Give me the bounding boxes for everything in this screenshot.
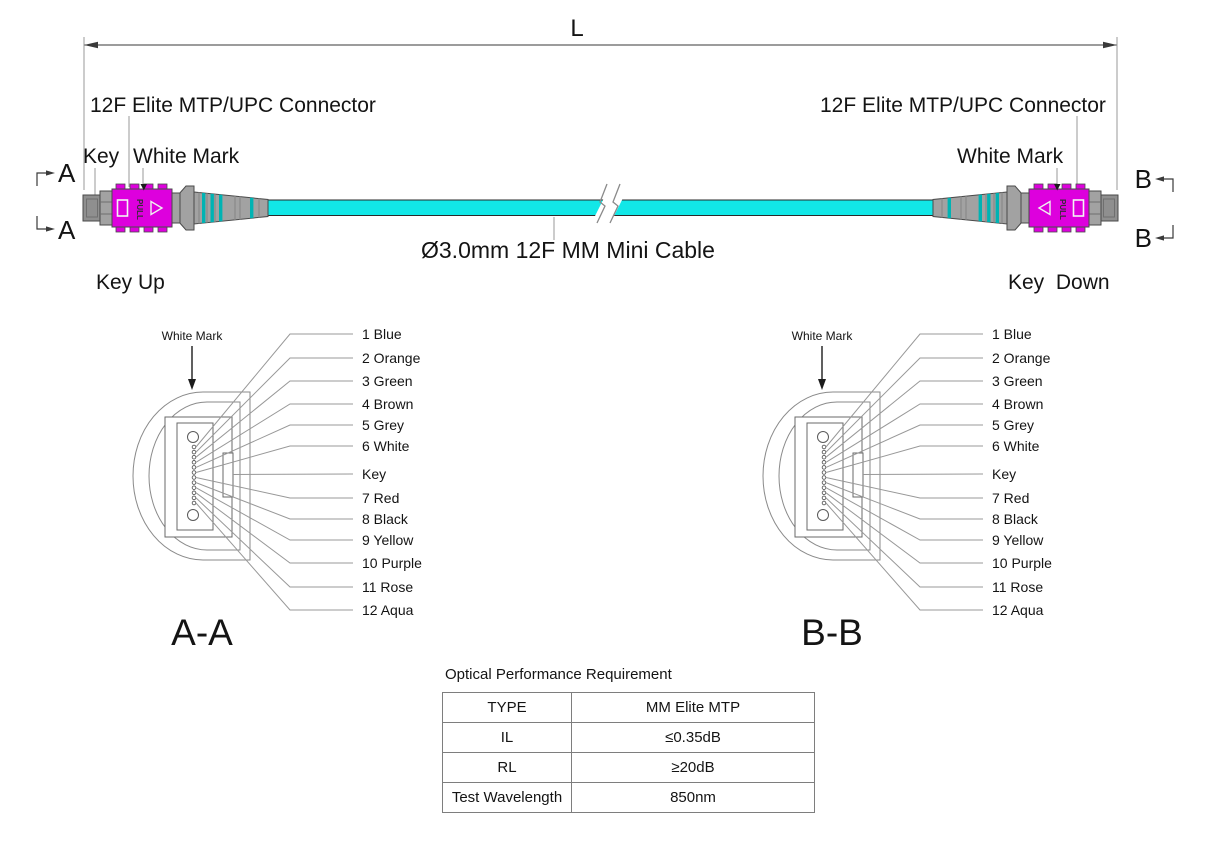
fiber-label: 11 Rose	[362, 579, 414, 595]
fiber-label: 3 Green	[362, 373, 413, 389]
white-mark-arrow	[188, 379, 196, 390]
section-letter-B-top: B	[1134, 164, 1152, 194]
right-white-mark-label: White Mark	[957, 145, 1064, 168]
section-letter-A-top: A	[58, 158, 76, 188]
key-callout-label: Key	[83, 145, 120, 168]
left-pull-text: PULL	[135, 199, 144, 220]
view-key	[223, 453, 233, 497]
table-row	[443, 783, 815, 813]
view-title: A-A	[171, 612, 233, 653]
fiber-label: Key	[992, 466, 1017, 482]
table-row	[443, 753, 815, 783]
fiber-dot	[192, 476, 196, 480]
section-letter-A-bottom: A	[58, 215, 76, 245]
fiber-dot	[192, 455, 196, 459]
leader-line	[233, 474, 353, 475]
fiber-label: 5 Grey	[992, 417, 1035, 433]
optical-performance-section	[442, 666, 815, 813]
section-letter-B-bottom: B	[1134, 223, 1152, 253]
fiber-label: 3 Green	[992, 373, 1043, 389]
table-cell: ≤0.35dB	[572, 723, 815, 753]
fiber-label: 4 Brown	[362, 396, 414, 412]
fiber-label: 5 Grey	[362, 417, 405, 433]
face-view-B	[763, 326, 1052, 653]
fiber-dot	[192, 466, 196, 470]
fiber-dot	[822, 496, 826, 500]
fiber-label: 4 Brown	[992, 396, 1044, 412]
fiber-label: 12 Aqua	[992, 602, 1044, 618]
fiber-dot	[822, 466, 826, 470]
fiber-label: 9 Yellow	[992, 532, 1044, 548]
cable-label: Ø3.0mm 12F MM Mini Cable	[421, 237, 715, 263]
table-title: Optical Performance Requirement	[445, 666, 672, 683]
view-title: B-B	[801, 612, 863, 653]
fiber-dot	[192, 481, 196, 485]
fiber-label: 2 Orange	[992, 350, 1051, 366]
key-up-label: Key Up	[96, 271, 165, 294]
fiber-dot	[822, 481, 826, 485]
optical-performance-table	[442, 692, 815, 813]
section-marker-B	[1135, 164, 1173, 253]
view-key	[853, 453, 863, 497]
fiber-dot	[192, 450, 196, 454]
fiber-dot	[192, 501, 196, 505]
fiber-label: 8 Black	[992, 511, 1038, 527]
fiber-label: 7 Red	[362, 490, 400, 506]
fiber-dot	[822, 450, 826, 454]
table-cell: IL	[443, 723, 572, 753]
fiber-dot	[192, 486, 196, 490]
table-cell: TYPE	[443, 693, 572, 723]
fiber-label: 11 Rose	[992, 579, 1044, 595]
fiber-label: 1 Blue	[992, 326, 1032, 342]
guide-pin-hole-top	[188, 432, 199, 443]
leader-line	[863, 474, 983, 475]
left-connector-title: 12F Elite MTP/UPC Connector	[90, 94, 376, 117]
view-white-mark-label: White Mark	[791, 329, 853, 343]
face-view-A	[133, 326, 422, 653]
section-marker-A	[37, 158, 76, 245]
dimension-label: L	[570, 15, 584, 42]
fiber-dot	[822, 486, 826, 490]
fiber-label: 1 Blue	[362, 326, 402, 342]
table-cell: 850nm	[572, 783, 815, 813]
right-connector-title: 12F Elite MTP/UPC Connector	[820, 94, 1106, 117]
fiber-label: 10 Purple	[992, 555, 1052, 571]
guide-pin-hole-top	[818, 432, 829, 443]
fiber-dot	[822, 445, 826, 449]
fiber-dot	[192, 445, 196, 449]
fiber-dot	[822, 476, 826, 480]
fiber-label: Key	[362, 466, 387, 482]
table-cell: MM Elite MTP	[572, 693, 815, 723]
fiber-label: 9 Yellow	[362, 532, 414, 548]
fiber-label: 2 Orange	[362, 350, 421, 366]
guide-pin-hole-bottom	[188, 510, 199, 521]
table-row	[443, 693, 815, 723]
dim-arrow-right	[1103, 42, 1117, 48]
table-cell: RL	[443, 753, 572, 783]
fiber-dot	[192, 471, 196, 475]
table-cell: ≥20dB	[572, 753, 815, 783]
fiber-label: 10 Purple	[362, 555, 422, 571]
key-down-label: Key Down	[1008, 271, 1110, 294]
fiber-dot	[192, 461, 196, 465]
dim-arrow-left	[84, 42, 98, 48]
right-pull-text: PULL	[1058, 199, 1067, 220]
fiber-dot	[192, 491, 196, 495]
white-mark-arrow	[818, 379, 826, 390]
fiber-dot	[822, 461, 826, 465]
view-white-mark-label: White Mark	[161, 329, 223, 343]
fiber-dot	[822, 491, 826, 495]
fiber-dot	[192, 496, 196, 500]
guide-pin-hole-bottom	[818, 510, 829, 521]
left-white-mark-label: White Mark	[133, 145, 240, 168]
fiber-label: 6 White	[992, 438, 1040, 454]
fiber-dot	[822, 471, 826, 475]
table-row	[443, 723, 815, 753]
fiber-dot	[822, 455, 826, 459]
table-cell: Test Wavelength	[443, 783, 572, 813]
fiber-label: 8 Black	[362, 511, 408, 527]
fiber-label: 6 White	[362, 438, 410, 454]
right-connector	[933, 184, 1118, 232]
fiber-label: 7 Red	[992, 490, 1030, 506]
left-connector	[83, 184, 268, 232]
fiber-label: 12 Aqua	[362, 602, 414, 618]
fiber-dot	[822, 501, 826, 505]
